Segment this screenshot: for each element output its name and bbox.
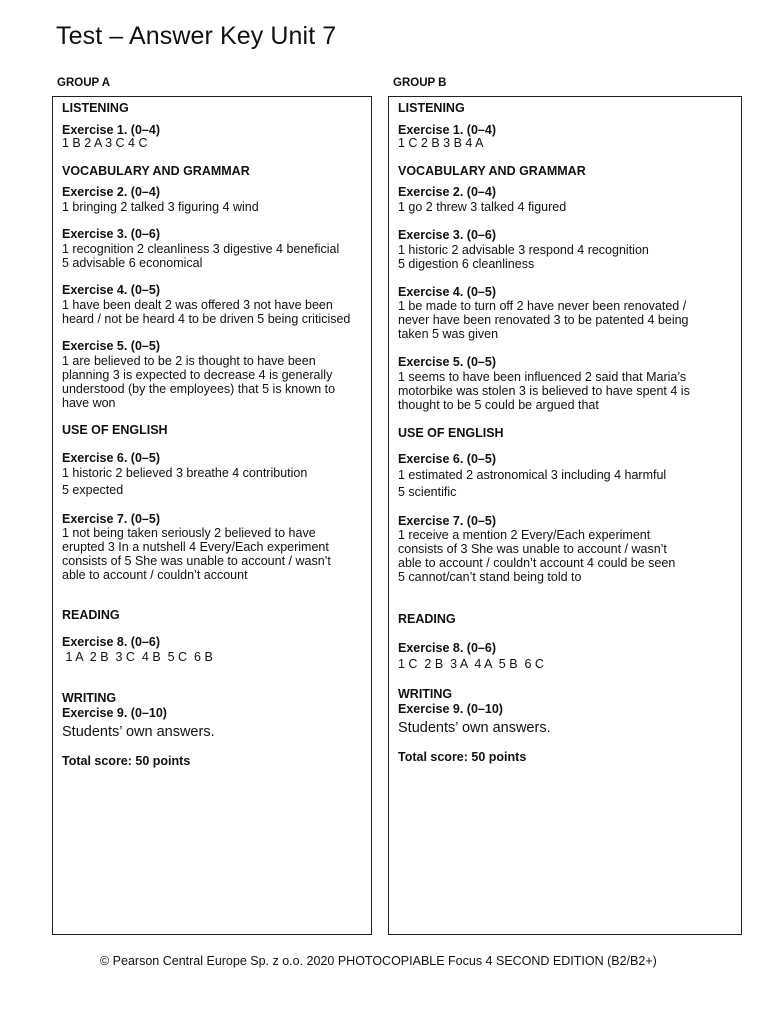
- exercise-5-answers-line-3: understood (by the employees) that 5 is known to: [62, 382, 336, 396]
- exercise-4-title: Exercise 4. (0–5): [62, 283, 160, 297]
- exercise-7-answers-line-3: able to account / couldn’t account 4 could be seen: [398, 556, 676, 570]
- exercise-1-answers: 1 B 2 A 3 C 4 C: [62, 136, 148, 150]
- exercise-7-title: Exercise 7. (0–5): [398, 514, 496, 528]
- exercise-7-answers-line-1: 1 not being taken seriously 2 believed to have: [62, 526, 316, 540]
- exercise-5-title: Exercise 5. (0–5): [62, 339, 160, 353]
- writing-heading: WRITING: [62, 691, 117, 705]
- exercise-6-answers-line-1: 1 historic 2 believed 3 breathe 4 contribution: [62, 466, 308, 480]
- exercise-3-answers-line-1: 1 recognition 2 cleanliness 3 digestive 4 beneficial: [62, 242, 340, 256]
- page-title: Test – Answer Key Unit 7: [56, 22, 337, 50]
- exercise-8-title: Exercise 8. (0–6): [398, 641, 496, 655]
- exercise-5-answers-line-2: motorbike was stolen 3 is believed to have spent 4 is: [398, 384, 690, 398]
- use-of-english-heading: USE OF ENGLISH: [62, 423, 168, 437]
- exercise-2-answers: 1 go 2 threw 3 talked 4 figured: [398, 200, 567, 214]
- total-score: Total score: 50 points: [62, 754, 191, 768]
- copyright-footer: © Pearson Central Europe Sp. z o.o. 2020 PHOTOCOPIABLE Focus 4 SECOND EDITION (B2/B2+): [100, 954, 657, 968]
- exercise-4-answers-line-1: 1 have been dealt 2 was offered 3 not have been: [62, 298, 333, 312]
- listening-heading: LISTENING: [398, 101, 465, 115]
- group-a-label: GROUP A: [57, 77, 111, 89]
- exercise-7-answers-line-2: consists of 3 She was unable to account / wasn’t: [398, 542, 667, 556]
- use-of-english-heading: USE OF ENGLISH: [398, 426, 504, 440]
- exercise-6-title: Exercise 6. (0–5): [62, 451, 160, 465]
- exercise-7-answers-line-3: consists of 5 She was unable to account / wasn’t: [62, 554, 331, 568]
- exercise-4-answers-line-3: taken 5 was given: [398, 327, 499, 341]
- vocabulary-grammar-heading: VOCABULARY AND GRAMMAR: [398, 164, 586, 178]
- group-b-label: GROUP B: [393, 77, 447, 89]
- exercise-1-title: Exercise 1. (0–4): [398, 123, 496, 137]
- total-score: Total score: 50 points: [398, 750, 527, 764]
- exercise-3-title: Exercise 3. (0–6): [62, 227, 160, 241]
- exercise-7-title: Exercise 7. (0–5): [62, 512, 160, 526]
- exercise-9-title: Exercise 9. (0–10): [398, 702, 503, 716]
- exercise-6-answers-line-2: 5 scientific: [398, 485, 457, 499]
- exercise-9-title: Exercise 9. (0–10): [62, 706, 167, 720]
- exercise-5-answers-line-3: thought to be 5 could be argued that: [398, 398, 599, 412]
- exercise-2-title: Exercise 2. (0–4): [398, 185, 496, 199]
- exercise-3-answers-line-2: 5 advisable 6 economical: [62, 256, 203, 270]
- exercise-8-title: Exercise 8. (0–6): [62, 635, 160, 649]
- exercise-5-answers-line-1: 1 seems to have been influenced 2 said that Maria’s: [398, 370, 687, 384]
- exercise-4-answers-line-1: 1 be made to turn off 2 have never been renovated /: [398, 299, 687, 313]
- reading-heading: READING: [398, 612, 456, 626]
- group-b-answer-box: [388, 96, 742, 935]
- exercise-5-answers-line-4: have won: [62, 396, 116, 410]
- group-a-answer-box: [52, 96, 372, 935]
- exercise-2-answers: 1 bringing 2 talked 3 figuring 4 wind: [62, 200, 259, 214]
- exercise-4-title: Exercise 4. (0–5): [398, 285, 496, 299]
- exercise-7-answers-line-1: 1 receive a mention 2 Every/Each experiment: [398, 528, 651, 542]
- exercise-7-answers-line-2: erupted 3 In a nutshell 4 Every/Each experiment: [62, 540, 329, 554]
- exercise-2-title: Exercise 2. (0–4): [62, 185, 160, 199]
- exercise-5-title: Exercise 5. (0–5): [398, 355, 496, 369]
- exercise-7-answers-line-4: 5 cannot/can’t stand being told to: [398, 570, 582, 584]
- exercise-6-title: Exercise 6. (0–5): [398, 452, 496, 466]
- exercise-9-answers: Students’ own answers.: [398, 720, 551, 736]
- exercise-1-title: Exercise 1. (0–4): [62, 123, 160, 137]
- vocabulary-grammar-heading: VOCABULARY AND GRAMMAR: [62, 164, 250, 178]
- writing-heading: WRITING: [398, 687, 453, 701]
- exercise-4-answers-line-2: heard / not be heard 4 to be driven 5 being criticised: [62, 312, 351, 326]
- exercise-5-answers-line-1: 1 are believed to be 2 is thought to have been: [62, 354, 316, 368]
- exercise-3-answers-line-2: 5 digestion 6 cleanliness: [398, 257, 535, 271]
- listening-heading: LISTENING: [62, 101, 129, 115]
- reading-heading: READING: [62, 608, 120, 622]
- exercise-5-answers-line-2: planning 3 is expected to decrease 4 is generally: [62, 368, 333, 382]
- exercise-3-answers-line-1: 1 historic 2 advisable 3 respond 4 recognition: [398, 243, 649, 257]
- exercise-7-answers-line-4: able to account / couldn’t account: [62, 568, 248, 582]
- exercise-6-answers-line-2: 5 expected: [62, 483, 124, 497]
- exercise-4-answers-line-2: never have been renovated 3 to be patented 4 being: [398, 313, 689, 327]
- exercise-8-answers: 1 C 2 B 3 A 4 A 5 B 6 C: [398, 657, 544, 671]
- exercise-8-answers: 1 A 2 B 3 C 4 B 5 C 6 B: [62, 650, 213, 664]
- exercise-6-answers-line-1: 1 estimated 2 astronomical 3 including 4 harmful: [398, 468, 667, 482]
- exercise-9-answers: Students’ own answers.: [62, 724, 215, 740]
- exercise-1-answers: 1 C 2 B 3 B 4 A: [398, 136, 484, 150]
- exercise-3-title: Exercise 3. (0–6): [398, 228, 496, 242]
